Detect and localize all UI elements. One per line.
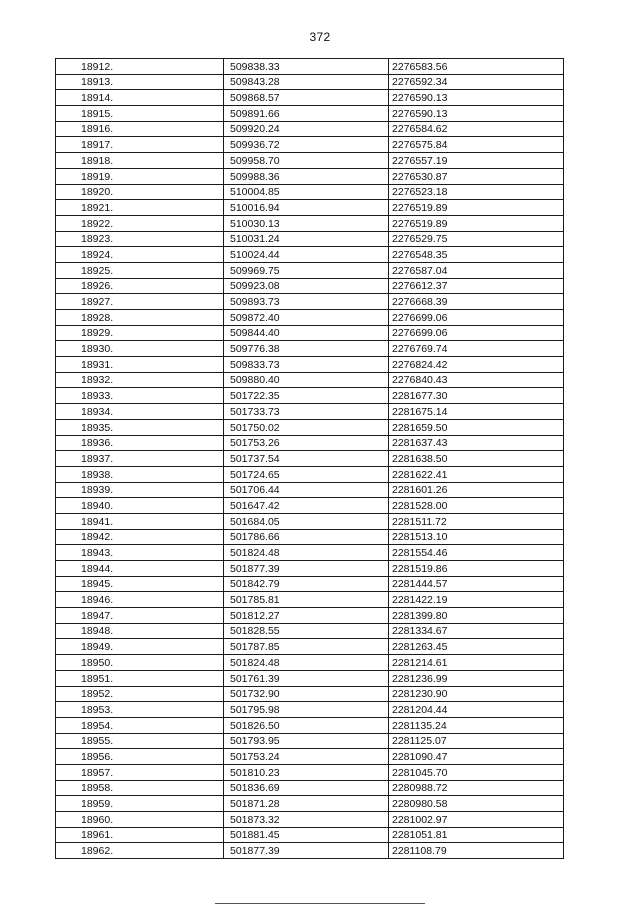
point-number-cell: 18946. — [56, 592, 224, 608]
table-row — [56, 74, 564, 90]
point-number-cell: 18933. — [56, 388, 224, 404]
point-number-cell: 18941. — [56, 513, 224, 529]
x-coordinate-cell: 509988.36 — [224, 168, 389, 184]
x-coordinate-cell: 501842.79 — [224, 576, 389, 592]
table-row — [56, 184, 564, 200]
y-coordinate-cell: 2281263.45 — [389, 639, 564, 655]
x-coordinate-cell: 501724.65 — [224, 466, 389, 482]
x-coordinate-cell: 501761.39 — [224, 670, 389, 686]
point-number-cell: 18921. — [56, 200, 224, 216]
y-coordinate-cell: 2276590.13 — [389, 90, 564, 106]
point-number-cell: 18912. — [56, 59, 224, 75]
table-row — [56, 294, 564, 310]
y-coordinate-cell: 2280980.58 — [389, 796, 564, 812]
point-number-cell: 18922. — [56, 215, 224, 231]
x-coordinate-cell: 501828.55 — [224, 623, 389, 639]
x-coordinate-cell: 509838.33 — [224, 59, 389, 75]
x-coordinate-cell: 501684.05 — [224, 513, 389, 529]
table-row — [56, 576, 564, 592]
point-number-cell: 18920. — [56, 184, 224, 200]
y-coordinate-cell: 2276824.42 — [389, 357, 564, 373]
table-row — [56, 843, 564, 859]
y-coordinate-cell: 2276587.04 — [389, 262, 564, 278]
point-number-cell: 18957. — [56, 764, 224, 780]
table-row — [56, 310, 564, 326]
y-coordinate-cell: 2281236.99 — [389, 670, 564, 686]
table-row — [56, 686, 564, 702]
x-coordinate-cell: 501787.85 — [224, 639, 389, 655]
point-number-cell: 18915. — [56, 106, 224, 122]
x-coordinate-cell: 501737.54 — [224, 451, 389, 467]
table-row — [56, 451, 564, 467]
y-coordinate-cell: 2281677.30 — [389, 388, 564, 404]
table-row — [56, 137, 564, 153]
y-coordinate-cell: 2281045.70 — [389, 764, 564, 780]
x-coordinate-cell: 509868.57 — [224, 90, 389, 106]
point-number-cell: 18949. — [56, 639, 224, 655]
x-coordinate-cell: 501795.98 — [224, 702, 389, 718]
y-coordinate-cell: 2276668.39 — [389, 294, 564, 310]
y-coordinate-cell: 2281622.41 — [389, 466, 564, 482]
x-coordinate-cell: 501826.50 — [224, 717, 389, 733]
y-coordinate-cell: 2281002.97 — [389, 812, 564, 828]
x-coordinate-cell: 501871.28 — [224, 796, 389, 812]
y-coordinate-cell: 2276840.43 — [389, 372, 564, 388]
table-row — [56, 482, 564, 498]
y-coordinate-cell: 2281135.24 — [389, 717, 564, 733]
y-coordinate-cell: 2281638.50 — [389, 451, 564, 467]
point-number-cell: 18917. — [56, 137, 224, 153]
y-coordinate-cell: 2276529.75 — [389, 231, 564, 247]
table-row — [56, 341, 564, 357]
x-coordinate-cell: 501733.73 — [224, 404, 389, 420]
point-number-cell: 18930. — [56, 341, 224, 357]
table-row — [56, 702, 564, 718]
table-row — [56, 325, 564, 341]
table-row — [56, 466, 564, 482]
y-coordinate-cell: 2281214.61 — [389, 655, 564, 671]
y-coordinate-cell: 2276590.13 — [389, 106, 564, 122]
y-coordinate-cell: 2281125.07 — [389, 733, 564, 749]
point-number-cell: 18919. — [56, 168, 224, 184]
y-coordinate-cell: 2276523.18 — [389, 184, 564, 200]
y-coordinate-cell: 2276584.62 — [389, 121, 564, 137]
point-number-cell: 18955. — [56, 733, 224, 749]
x-coordinate-cell: 501824.48 — [224, 655, 389, 671]
point-number-cell: 18958. — [56, 780, 224, 796]
table-row — [56, 529, 564, 545]
table-row — [56, 357, 564, 373]
y-coordinate-cell: 2281675.14 — [389, 404, 564, 420]
table-row — [56, 435, 564, 451]
x-coordinate-cell: 509872.40 — [224, 310, 389, 326]
x-coordinate-cell: 501786.66 — [224, 529, 389, 545]
point-number-cell: 18916. — [56, 121, 224, 137]
table-row — [56, 608, 564, 624]
table-row — [56, 106, 564, 122]
y-coordinate-cell: 2281230.90 — [389, 686, 564, 702]
point-number-cell: 18937. — [56, 451, 224, 467]
y-coordinate-cell: 2281204.44 — [389, 702, 564, 718]
x-coordinate-cell: 501750.02 — [224, 419, 389, 435]
y-coordinate-cell: 2276612.37 — [389, 278, 564, 294]
point-number-cell: 18945. — [56, 576, 224, 592]
y-coordinate-cell: 2280988.72 — [389, 780, 564, 796]
point-number-cell: 18944. — [56, 561, 224, 577]
x-coordinate-cell: 510030.13 — [224, 215, 389, 231]
table-row — [56, 733, 564, 749]
table-row — [56, 231, 564, 247]
table-row — [56, 717, 564, 733]
table-row — [56, 796, 564, 812]
y-coordinate-cell: 2276519.89 — [389, 200, 564, 216]
point-number-cell: 18913. — [56, 74, 224, 90]
x-coordinate-cell: 509833.73 — [224, 357, 389, 373]
point-number-cell: 18950. — [56, 655, 224, 671]
point-number-cell: 18927. — [56, 294, 224, 310]
point-number-cell: 18932. — [56, 372, 224, 388]
y-coordinate-cell: 2281601.26 — [389, 482, 564, 498]
table-row — [56, 764, 564, 780]
x-coordinate-cell: 501732.90 — [224, 686, 389, 702]
x-coordinate-cell: 501753.26 — [224, 435, 389, 451]
x-coordinate-cell: 501647.42 — [224, 498, 389, 514]
x-coordinate-cell: 509920.24 — [224, 121, 389, 137]
point-number-cell: 18914. — [56, 90, 224, 106]
table-row — [56, 419, 564, 435]
y-coordinate-cell: 2281051.81 — [389, 827, 564, 843]
x-coordinate-cell: 501836.69 — [224, 780, 389, 796]
point-number-cell: 18959. — [56, 796, 224, 812]
point-number-cell: 18943. — [56, 545, 224, 561]
table-row — [56, 812, 564, 828]
table-row — [56, 278, 564, 294]
table-row — [56, 749, 564, 765]
table-row — [56, 200, 564, 216]
y-coordinate-cell: 2281334.67 — [389, 623, 564, 639]
x-coordinate-cell: 501706.44 — [224, 482, 389, 498]
table-row — [56, 545, 564, 561]
point-number-cell: 18926. — [56, 278, 224, 294]
x-coordinate-cell: 509893.73 — [224, 294, 389, 310]
table-row — [56, 639, 564, 655]
x-coordinate-cell: 509923.08 — [224, 278, 389, 294]
table-row — [56, 90, 564, 106]
x-coordinate-cell: 501810.23 — [224, 764, 389, 780]
y-coordinate-cell: 2281528.00 — [389, 498, 564, 514]
table-row — [56, 827, 564, 843]
x-coordinate-cell: 501785.81 — [224, 592, 389, 608]
x-coordinate-cell: 510031.24 — [224, 231, 389, 247]
y-coordinate-cell: 2276699.06 — [389, 325, 564, 341]
point-number-cell: 18938. — [56, 466, 224, 482]
point-number-cell: 18960. — [56, 812, 224, 828]
y-coordinate-cell: 2281513.10 — [389, 529, 564, 545]
point-number-cell: 18956. — [56, 749, 224, 765]
y-coordinate-cell: 2276583.56 — [389, 59, 564, 75]
y-coordinate-cell: 2281519.86 — [389, 561, 564, 577]
y-coordinate-cell: 2281554.46 — [389, 545, 564, 561]
table-row — [56, 388, 564, 404]
y-coordinate-cell: 2281511.72 — [389, 513, 564, 529]
point-number-cell: 18940. — [56, 498, 224, 514]
y-coordinate-cell: 2276530.87 — [389, 168, 564, 184]
table-row — [56, 513, 564, 529]
point-number-cell: 18929. — [56, 325, 224, 341]
point-number-cell: 18939. — [56, 482, 224, 498]
y-coordinate-cell: 2276548.35 — [389, 247, 564, 263]
y-coordinate-cell: 2276699.06 — [389, 310, 564, 326]
point-number-cell: 18948. — [56, 623, 224, 639]
y-coordinate-cell: 2276592.34 — [389, 74, 564, 90]
point-number-cell: 18951. — [56, 670, 224, 686]
point-number-cell: 18925. — [56, 262, 224, 278]
x-coordinate-cell: 501877.39 — [224, 843, 389, 859]
table-row — [56, 592, 564, 608]
y-coordinate-cell: 2281444.57 — [389, 576, 564, 592]
y-coordinate-cell: 2281659.50 — [389, 419, 564, 435]
point-number-cell: 18928. — [56, 310, 224, 326]
page-number: 372 — [309, 30, 331, 44]
point-number-cell: 18923. — [56, 231, 224, 247]
y-coordinate-cell: 2281637.43 — [389, 435, 564, 451]
x-coordinate-cell: 510004.85 — [224, 184, 389, 200]
table-row — [56, 655, 564, 671]
point-number-cell: 18918. — [56, 153, 224, 169]
y-coordinate-cell: 2276519.89 — [389, 215, 564, 231]
x-coordinate-cell: 509969.75 — [224, 262, 389, 278]
point-number-cell: 18953. — [56, 702, 224, 718]
x-coordinate-cell: 501793.95 — [224, 733, 389, 749]
y-coordinate-cell: 2281399.80 — [389, 608, 564, 624]
x-coordinate-cell: 509776.38 — [224, 341, 389, 357]
x-coordinate-cell: 510024.44 — [224, 247, 389, 263]
x-coordinate-cell: 509958.70 — [224, 153, 389, 169]
point-number-cell: 18942. — [56, 529, 224, 545]
point-number-cell: 18934. — [56, 404, 224, 420]
x-coordinate-cell: 501812.27 — [224, 608, 389, 624]
table-row — [56, 168, 564, 184]
table-row — [56, 372, 564, 388]
point-number-cell: 18947. — [56, 608, 224, 624]
table-row — [56, 561, 564, 577]
point-number-cell: 18924. — [56, 247, 224, 263]
x-coordinate-cell: 501722.35 — [224, 388, 389, 404]
point-number-cell: 18962. — [56, 843, 224, 859]
footer-divider — [215, 903, 425, 904]
coordinates-table-body — [56, 59, 564, 859]
x-coordinate-cell: 509843.28 — [224, 74, 389, 90]
y-coordinate-cell: 2276769.74 — [389, 341, 564, 357]
x-coordinate-cell: 501753.24 — [224, 749, 389, 765]
coordinates-table — [55, 58, 564, 859]
point-number-cell: 18954. — [56, 717, 224, 733]
table-row — [56, 670, 564, 686]
table-row — [56, 215, 564, 231]
x-coordinate-cell: 509891.66 — [224, 106, 389, 122]
table-row — [56, 153, 564, 169]
table-row — [56, 498, 564, 514]
table-row — [56, 59, 564, 75]
y-coordinate-cell: 2281090.47 — [389, 749, 564, 765]
x-coordinate-cell: 501877.39 — [224, 561, 389, 577]
table-row — [56, 262, 564, 278]
x-coordinate-cell: 501873.32 — [224, 812, 389, 828]
y-coordinate-cell: 2276557.19 — [389, 153, 564, 169]
x-coordinate-cell: 509936.72 — [224, 137, 389, 153]
x-coordinate-cell: 501881.45 — [224, 827, 389, 843]
x-coordinate-cell: 509844.40 — [224, 325, 389, 341]
x-coordinate-cell: 501824.48 — [224, 545, 389, 561]
y-coordinate-cell: 2281108.79 — [389, 843, 564, 859]
y-coordinate-cell: 2276575.84 — [389, 137, 564, 153]
point-number-cell: 18952. — [56, 686, 224, 702]
table-row — [56, 623, 564, 639]
x-coordinate-cell: 509880.40 — [224, 372, 389, 388]
x-coordinate-cell: 510016.94 — [224, 200, 389, 216]
table-row — [56, 780, 564, 796]
table-row — [56, 121, 564, 137]
point-number-cell: 18936. — [56, 435, 224, 451]
point-number-cell: 18935. — [56, 419, 224, 435]
y-coordinate-cell: 2281422.19 — [389, 592, 564, 608]
point-number-cell: 18931. — [56, 357, 224, 373]
point-number-cell: 18961. — [56, 827, 224, 843]
table-row — [56, 404, 564, 420]
table-row — [56, 247, 564, 263]
